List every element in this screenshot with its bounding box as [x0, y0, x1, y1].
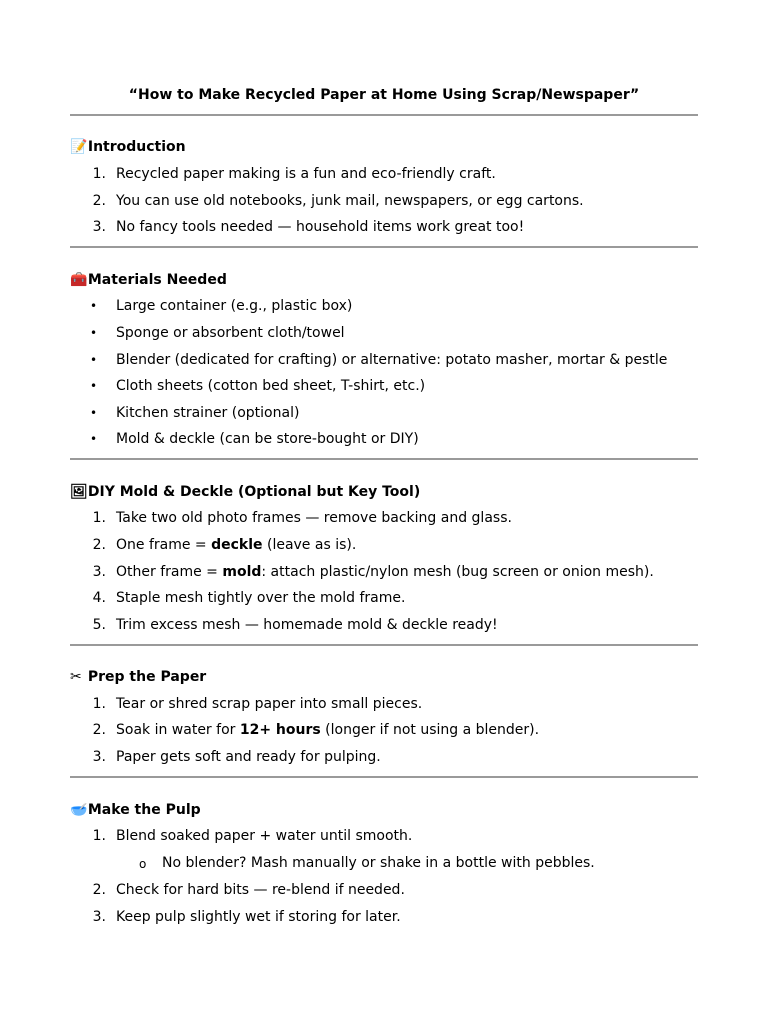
memo-icon: 📝: [70, 139, 88, 155]
divider: [70, 458, 698, 460]
divider: [70, 644, 698, 646]
bowl-icon: 🥣: [70, 802, 88, 818]
scissors-icon: ✂: [70, 669, 82, 685]
divider: [70, 246, 698, 248]
toolbox-icon: 🧰: [70, 272, 88, 288]
divider: [70, 776, 698, 778]
section-heading: 🥣 Make the Pulp: [70, 802, 201, 818]
section-heading: ✂ Prep the Paper: [70, 669, 207, 685]
divider: [70, 114, 698, 116]
section-heading: 📝 Introduction: [70, 139, 186, 155]
document-title: “How to Make Recycled Paper at Home Using Scrap/Newspaper”: [128, 87, 640, 103]
section-heading: 🧰 Materials Needed: [70, 272, 227, 288]
section-heading: 🖼 DIY Mold & Deckle (Optional but Key Tool): [70, 484, 421, 500]
frame-icon: 🖼: [70, 484, 88, 500]
